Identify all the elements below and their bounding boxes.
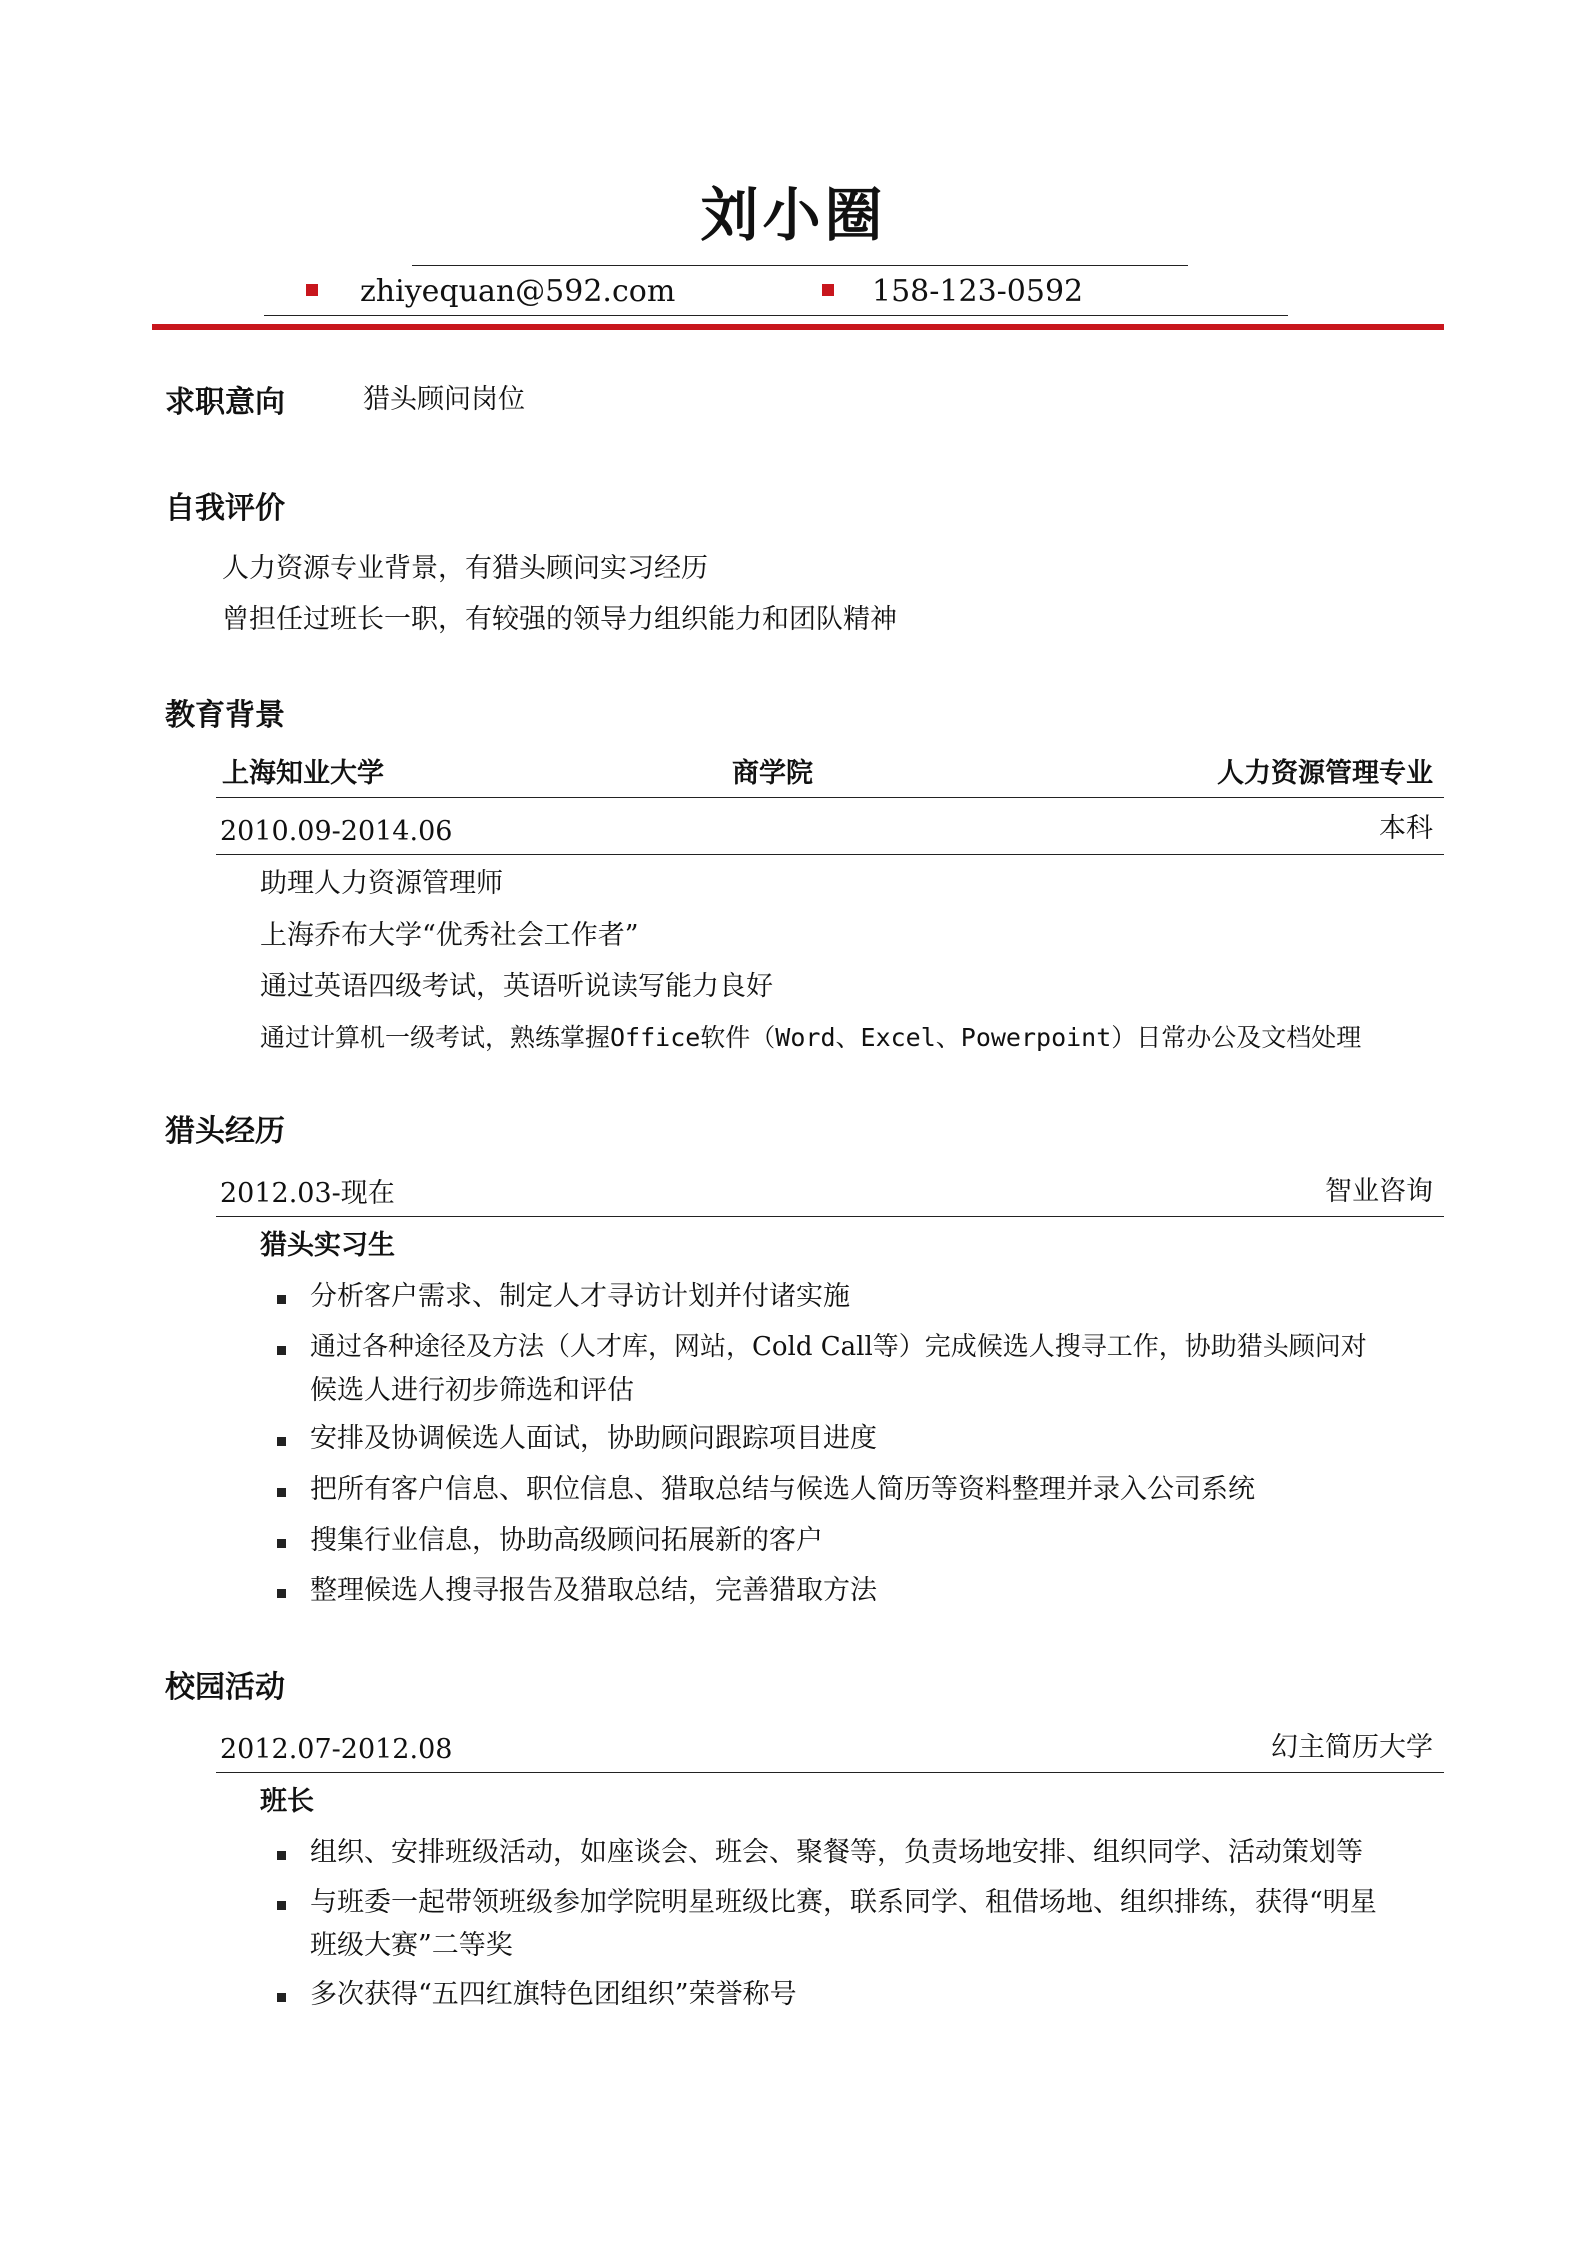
campus-organization: 幻主简历大学 xyxy=(1271,1732,1433,1763)
self-evaluation-line: 曾担任过班长一职，有较强的领导力组织能力和团队精神 xyxy=(222,604,897,635)
experience-role: 猎头实习生 xyxy=(260,1230,395,1261)
list-bullet-icon xyxy=(277,1901,286,1910)
experience-bullet: 分析客户需求、制定人才寻访计划并付诸实施 xyxy=(310,1281,850,1312)
campus-bullet-continued: 班级大赛”二等奖 xyxy=(310,1930,513,1961)
objective-value: 猎头顾问岗位 xyxy=(363,384,525,415)
experience-company: 智业咨询 xyxy=(1325,1176,1433,1207)
email-text[interactable]: zhiyequan@592.com xyxy=(360,274,676,309)
objective-heading: 求职意向 xyxy=(165,385,285,420)
list-bullet-icon xyxy=(277,1589,286,1598)
campus-divider xyxy=(216,1772,1444,1773)
self-evaluation-line: 人力资源专业背景，有猎头顾问实习经历 xyxy=(222,553,708,584)
campus-bullet: 多次获得“五四红旗特色团组织”荣誉称号 xyxy=(310,1979,797,2010)
education-period: 2010.09-2014.06 xyxy=(220,816,453,847)
list-bullet-icon xyxy=(277,1346,286,1355)
education-heading: 教育背景 xyxy=(165,698,285,733)
experience-bullet: 把所有客户信息、职位信息、猎取总结与候选人简历等资料整理并录入公司系统 xyxy=(310,1474,1255,1505)
education-item: 上海乔布大学“优秀社会工作者” xyxy=(260,920,639,951)
email-bullet-icon xyxy=(306,284,318,296)
candidate-name: 刘小圈 xyxy=(700,181,887,249)
campus-heading: 校园活动 xyxy=(165,1670,285,1705)
experience-heading: 猎头经历 xyxy=(165,1114,285,1149)
education-item: 助理人力资源管理师 xyxy=(260,868,503,899)
education-item: 通过英语四级考试，英语听说读写能力良好 xyxy=(260,971,773,1002)
education-school: 上海知业大学 xyxy=(222,758,384,789)
campus-role: 班长 xyxy=(260,1786,314,1817)
experience-divider xyxy=(216,1216,1444,1217)
campus-bullet: 组织、安排班级活动，如座谈会、班会、聚餐等，负责场地安排、组织同学、活动策划等 xyxy=(310,1837,1363,1868)
education-college: 商学院 xyxy=(732,758,813,789)
list-bullet-icon xyxy=(277,1993,286,2002)
experience-bullet: 搜集行业信息，协助高级顾问拓展新的客户 xyxy=(310,1525,823,1556)
list-bullet-icon xyxy=(277,1851,286,1860)
name-underline xyxy=(412,265,1188,266)
experience-bullet-continued: 候选人进行初步筛选和评估 xyxy=(310,1375,634,1406)
list-bullet-icon xyxy=(277,1539,286,1548)
campus-bullet: 与班委一起带领班级参加学院明星班级比赛，联系同学、租借场地、组织排练，获得“明星 xyxy=(310,1887,1377,1918)
contact-underline xyxy=(264,315,1288,316)
experience-bullet: 通过各种途径及方法（人才库，网站，Cold Call等）完成候选人搜寻工作，协助猎头顾问对 xyxy=(310,1332,1367,1362)
education-major: 人力资源管理专业 xyxy=(1217,758,1433,789)
education-divider xyxy=(216,854,1444,855)
campus-period: 2012.07-2012.08 xyxy=(220,1734,453,1765)
self-evaluation-heading: 自我评价 xyxy=(165,491,285,526)
experience-period: 2012.03-现在 xyxy=(220,1178,395,1209)
education-divider xyxy=(216,797,1444,798)
phone-text[interactable]: 158-123-0592 xyxy=(872,274,1084,309)
list-bullet-icon xyxy=(277,1437,286,1446)
list-bullet-icon xyxy=(277,1295,286,1304)
education-degree: 本科 xyxy=(1379,813,1433,844)
header-accent-bar xyxy=(152,324,1444,330)
education-item: 通过计算机一级考试，熟练掌握Office软件（Word、Excel、Powerpoint）日常办公及文档处理 xyxy=(260,1023,1362,1052)
experience-bullet: 整理候选人搜寻报告及猎取总结，完善猎取方法 xyxy=(310,1575,877,1606)
phone-bullet-icon xyxy=(822,284,834,296)
list-bullet-icon xyxy=(277,1488,286,1497)
experience-bullet: 安排及协调候选人面试，协助顾问跟踪项目进度 xyxy=(310,1423,877,1454)
